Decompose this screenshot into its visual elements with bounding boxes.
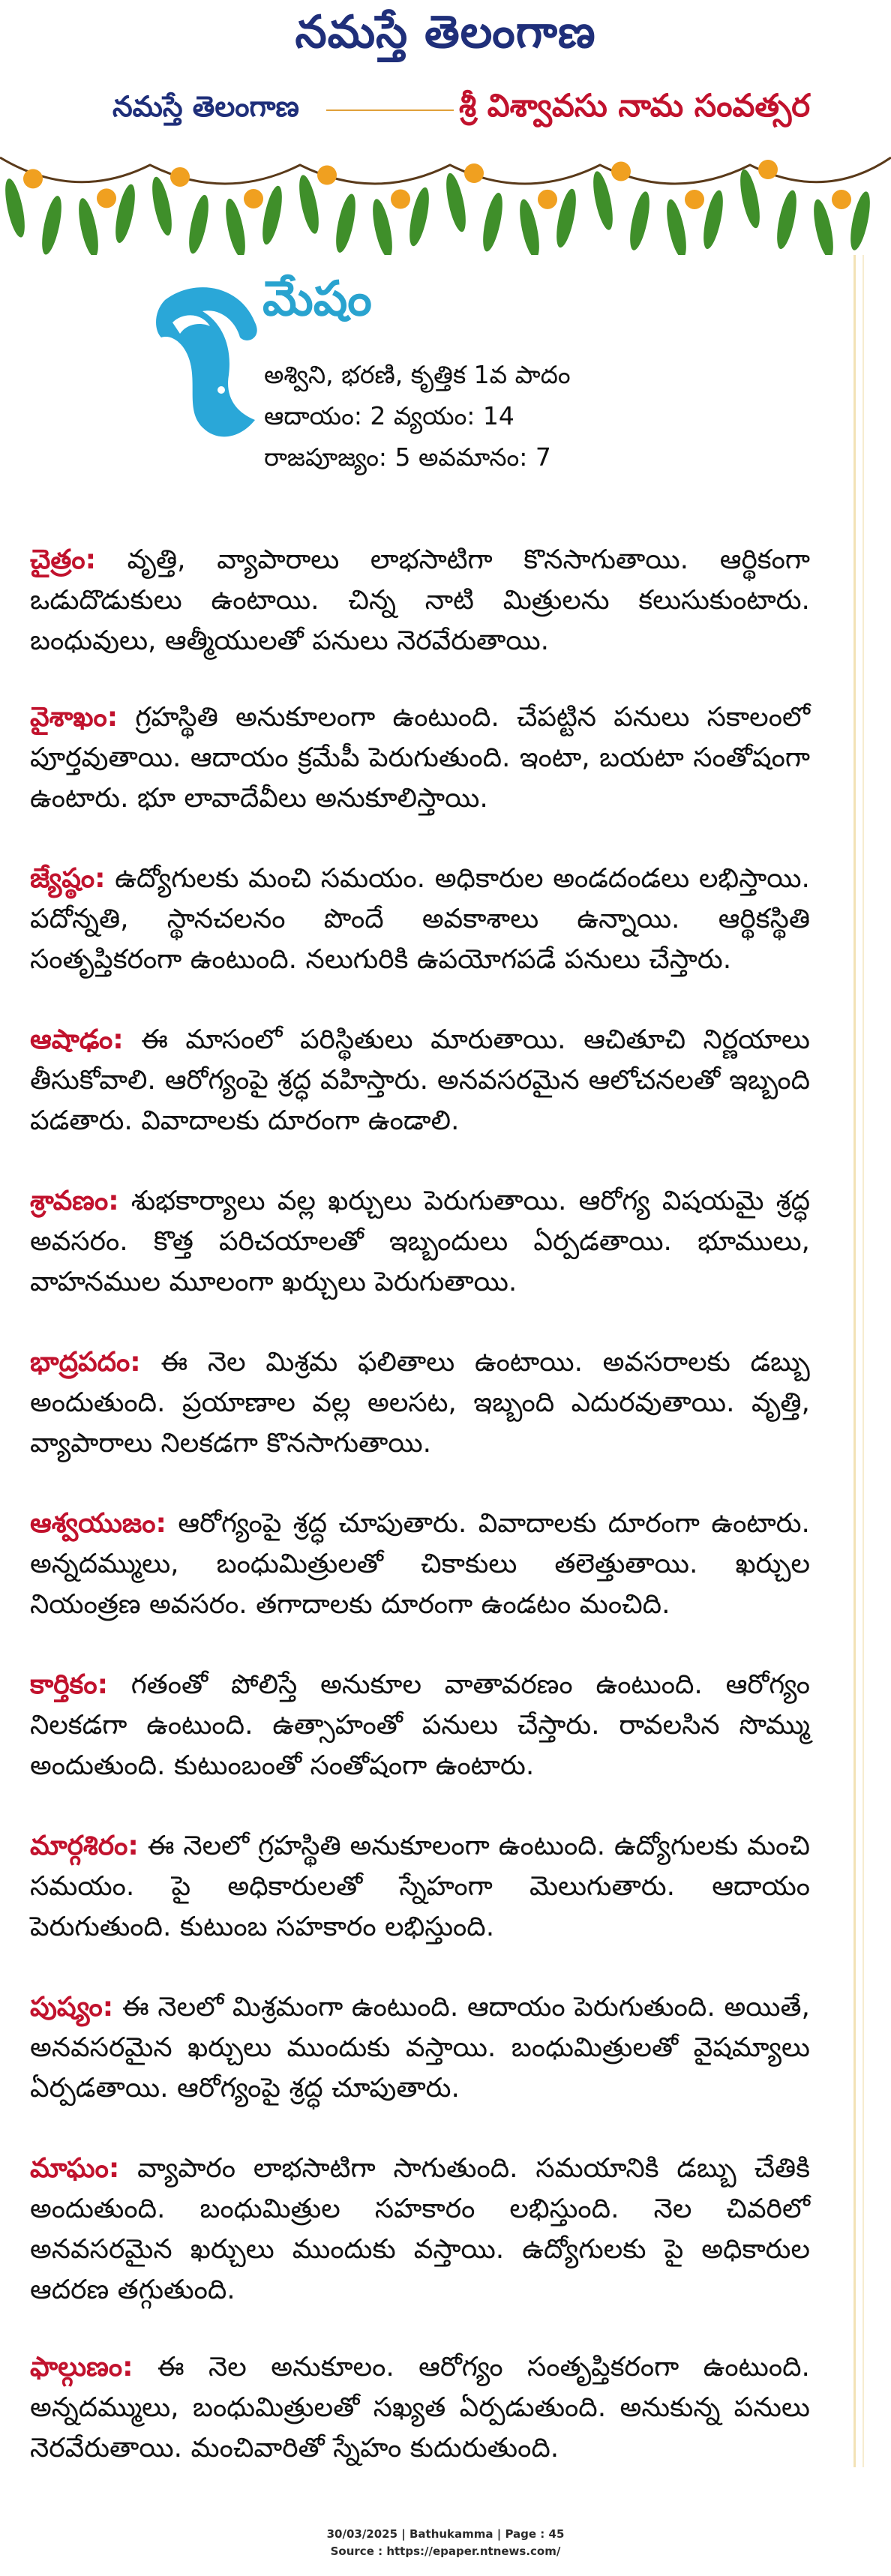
marigold-icon (832, 190, 851, 209)
month-paragraph (30, 1020, 810, 1141)
mango-leaf-icon (810, 198, 837, 255)
month-name: ఫాల్గుణం: (30, 2352, 134, 2383)
marigold-icon (391, 190, 410, 209)
month-text: గతంతో పోలిస్తే అనుకూల వాతావరణం ఉంటుంది. ఆరోగ్యం నిలకడగా ఉంటుంది. ఉత్సాహంతో పనులు చేస్తారు. రావలసిన సొమ్ము అందుతుంది. కుటుంబంతో సంతోషంగా ఉంటారు. (30, 1669, 810, 1781)
mango-leaf-icon (590, 169, 616, 231)
mango-leaf-icon (442, 172, 470, 233)
month-name: ఆశ్వయుజం: (30, 1508, 166, 1539)
month-paragraph (30, 540, 810, 661)
sign-title: మేషం (262, 271, 372, 327)
marigold-icon (97, 188, 116, 208)
footer-page-info: 30/03/2025 | Bathukamma | Page : 45 (326, 2527, 565, 2541)
marigold-icon (170, 167, 190, 187)
month-name: వైశాఖం: (30, 702, 118, 733)
sign-honour-dishonour: రాజపూజ్యం: 5 అవమానం: 7 (264, 442, 551, 472)
month-paragraph (30, 1826, 810, 1948)
month-name: మాఘం: (30, 2153, 120, 2184)
month-text: శుభకార్యాలు వల్ల ఖర్చులు పెరుగుతాయి. ఆరోగ్య విషయమై శ్రద్ధ అవసరం. కొత్త పరిచయాలతో ఇబ్బందులు ఏర్పడతాయి. భూములు, వాహనముల మూలంగా ఖర్చులు పెరుగుతాయి. (30, 1186, 810, 1297)
month-name: కార్తికం: (30, 1669, 109, 1700)
mango-leaf-icon (663, 198, 690, 255)
mango-leaf-icon (626, 190, 653, 251)
footer-source: Source : https://epaper.ntnews.com/ (330, 2545, 561, 2558)
month-text: ఈ నెల మిశ్రమ ఫలితాలు ఉంటాయి. అవసరాలకు డబ్బు అందుతుంది. ప్రయాణాల వల్ల అలసట, ఇబ్బంది ఎదురవుతాయి. వృత్తి, వ్యాపారాలు నిలకడగా కొనసాగుతాయి. (30, 1347, 810, 1459)
side-decoration (862, 255, 864, 2467)
year-title: శ్రీ విశ్వావసు నామ సంవత్సర (459, 87, 811, 124)
mango-leaf-icon (75, 196, 102, 255)
month-name: మార్గశిరం: (30, 1831, 139, 1861)
marigold-icon (23, 169, 43, 188)
mango-leaf-icon (222, 197, 249, 255)
mango-leaf-garland-icon (0, 135, 891, 255)
marigold-icon (758, 160, 778, 179)
marigold-icon (685, 190, 704, 209)
month-text: ఈ నెలలో మిశ్రమంగా ఉంటుంది. ఆదాయం పెరుగుతుంది. అయితే, అనవసరమైన ఖర్చులు ముందుకు వస్తాయి. బంధుమిత్రులతో వైషమ్యాలు ఏర్పడతాయి. ఆరోగ్యంపై శ్రద్ధ చూపుతారు. (30, 1992, 810, 2104)
marigold-icon (611, 162, 631, 181)
month-name: శ్రావణం: (30, 1186, 119, 1216)
month-paragraph (30, 697, 810, 819)
mango-leaf-icon (38, 194, 65, 255)
month-paragraph (30, 1665, 810, 1786)
month-text: గ్రహస్థితి అనుకూలంగా ఉంటుంది. చేపట్టిన పనులు సకాలంలో పూర్తవుతాయి. ఆదాయం క్రమేపీ పెరుగుతుంది. ఇంటా, బయటా సంతోషంగా ఉంటారు. భూ లావాదేవీలు అనుకూలిస్తాయి. (30, 702, 810, 814)
mango-leaf-icon (185, 193, 212, 255)
month-name: జ్యేష్ఠం: (30, 863, 106, 894)
subheader (0, 84, 891, 136)
mango-leaf-icon (736, 168, 764, 229)
mango-leaf-icon (516, 198, 543, 255)
mango-leaf-icon (332, 193, 359, 254)
side-decoration (854, 255, 856, 2467)
month-text: ఈ నెల అనుకూలం. ఆరోగ్యం సంతృప్తికరంగా ఉంటుంది. అన్నదమ్ములు, బంధుమిత్రులతో సఖ్యత ఏర్పడుతుంది. అనుకున్న పనులు నెరవేరుతాయి. మంచివారితో స్నేహం కుదురుతుంది. (30, 2352, 810, 2464)
month-paragraph (30, 2347, 810, 2469)
mango-leaf-icon (296, 173, 322, 235)
month-paragraph (30, 859, 810, 980)
mango-leaf-icon (479, 191, 506, 253)
mango-leaf-icon (112, 183, 139, 244)
month-paragraph (30, 1504, 810, 1625)
mango-leaf-icon (773, 189, 800, 250)
month-paragraph (30, 1181, 810, 1303)
mango-leaf-icon (406, 186, 433, 247)
month-text: ఈ నెలలో గ్రహస్థితి అనుకూలంగా ఉంటుంది. ఉద్యోగులకు మంచి సమయం. పై అధికారులతో స్నేహంగా మెలుగుతారు. ఆదాయం పెరుగుతుంది. కుటుంబ సహకారం లభిస్తుంది. (30, 1831, 810, 1942)
masthead-title: నమస్తే తెలంగాణ (295, 6, 596, 58)
marigold-icon (538, 190, 557, 209)
month-text: ఈ మాసంలో పరిస్థితులు మారుతాయి. ఆచితూచి నిర్ణయాలు తీసుకోవాలి. ఆరోగ్యంపై శ్రద్ధ వహిస్తారు. అనవసరమైన ఆలోచనలతో ఇబ్బంది పడతారు. వివాదాలకు దూరంగా ఉండాలి. (30, 1024, 810, 1136)
brand-label: నమస్తే తెలంగాణ (112, 90, 299, 123)
month-name: చైత్రం: (30, 544, 97, 575)
month-name: భాద్రపదం: (30, 1347, 141, 1378)
mango-leaf-icon (148, 175, 176, 237)
sign-nakshatra: అశ్విని, భరణి, కృత్తిక 1వ పాదం (264, 360, 571, 389)
marigold-icon (464, 163, 484, 183)
month-paragraph (30, 1987, 810, 2109)
sign-income-expense: ఆదాయం: 2 వ్యయం: 14 (264, 401, 514, 430)
month-text: వ్యాపారం లాభసాటిగా సాగుతుంది. సమయానికి డబ్బు చేతికి అందుతుంది. బంధుమిత్రుల సహకారం లభిస్తుంది. నెల చివరిలో అనవసరమైన ఖర్చులు ముందుకు వస్తాయి. ఉద్యోగులకు పై అధికారుల ఆదరణ తగ్గుతుంది. (30, 2153, 810, 2305)
month-text: ఆరోగ్యంపై శ్రద్ధ చూపుతారు. వివాదాలకు దూరంగా ఉంటారు. అన్నదమ్ములు, బంధుమిత్రులతో చికాకులు తలెత్తుతాయి. ఖర్చుల నియంత్రణ అవసరం. తగాదాలకు దూరంగా ఉండటం మంచిది. (30, 1508, 810, 1620)
month-paragraph (30, 1342, 810, 1464)
mango-leaf-icon (259, 184, 286, 246)
mango-leaf-icon (2, 177, 28, 238)
divider (326, 109, 454, 111)
mango-leaf-icon (369, 197, 396, 255)
marigold-icon (317, 165, 337, 184)
month-name: పుష్యం: (30, 1992, 114, 2023)
month-paragraph (30, 2149, 810, 2311)
month-text: ఉద్యోగులకు మంచి సమయం. అధికారుల అండదండలు లభిస్తాయి. పదోన్నతి, స్థానచలనం పొందే అవకాశాలు ఉన్నాయి. ఆర్థికస్థితి సంతృప్తికరంగా ఉంటుంది. నలుగురికి ఉపయోగపడే పనులు చేస్తారు. (30, 863, 810, 975)
month-text: వృత్తి, వ్యాపారాలు లాభసాటిగా కొనసాగుతాయి. ఆర్థికంగా ఒడుదొడుకులు ఉంటాయి. చిన్న నాటి మిత్రులను కలుసుకుంటారు. బంధువులు, ఆత్మీయులతో పనులు నెరవేరుతాయి. (30, 544, 810, 656)
ram-aries-icon (150, 277, 270, 450)
marigold-icon (244, 189, 263, 208)
month-name: ఆషాఢం: (30, 1024, 124, 1055)
